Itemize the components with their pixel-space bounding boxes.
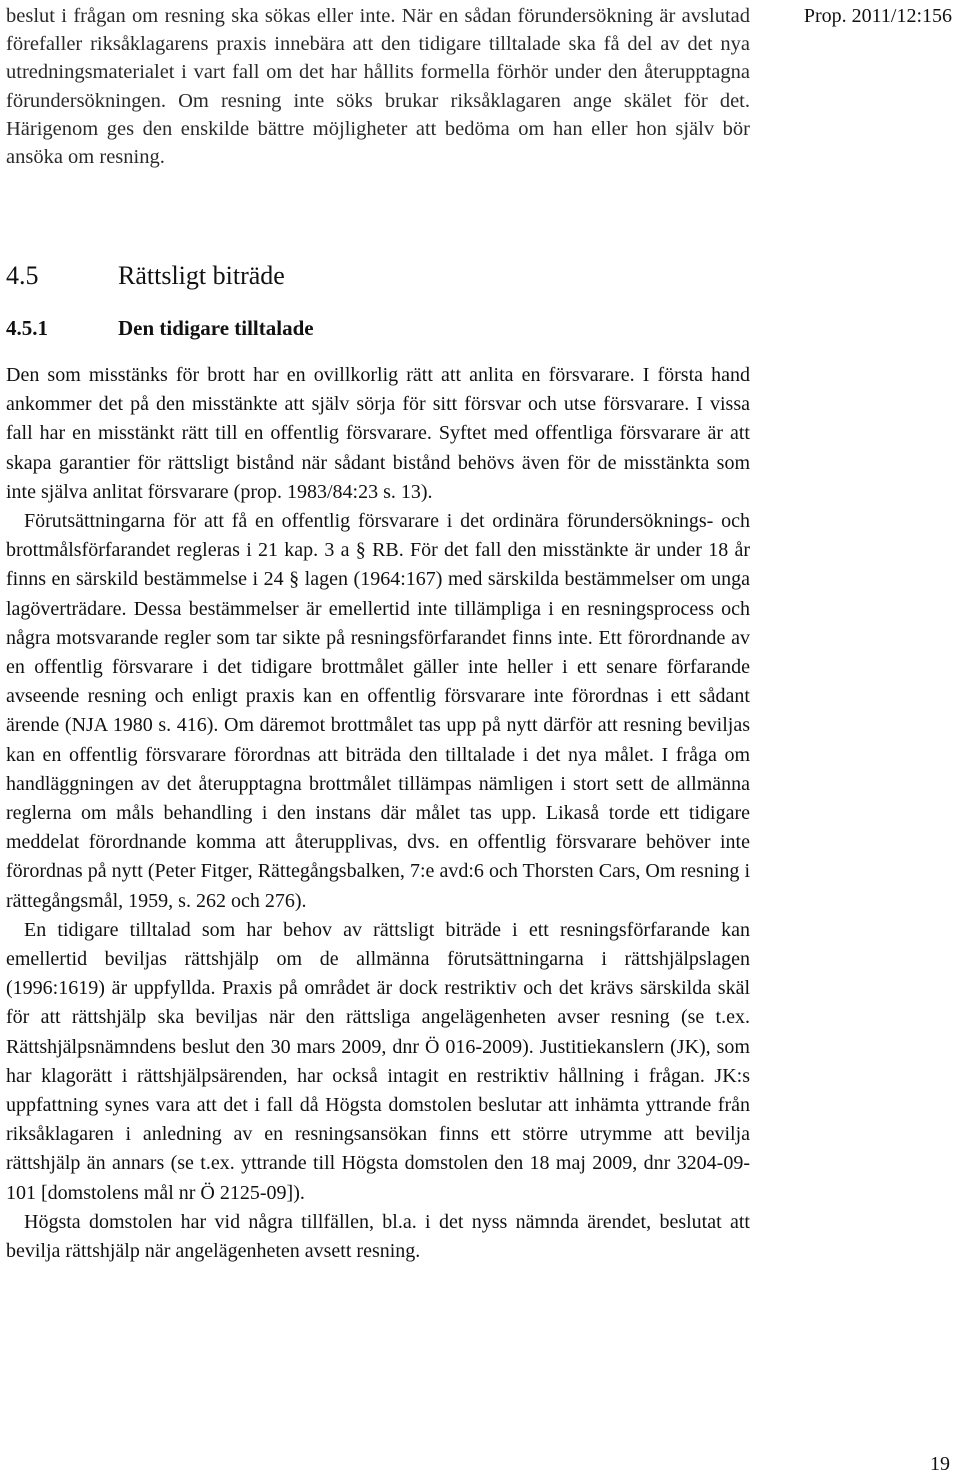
body-paragraph: Den som misstänks för brott har en ovillkorlig rätt att anlita en försvarare. I första hand ankommer det på den misstänkte att själv sörja för sitt försvar och utse försvarare. I vissa fall har en misstänkt rätt till en offentlig försvarare. Syftet med offentliga försvarare är att skapa garantier för rättsligt bistånd när sådant bistånd behövs även för de misstänkta som inte själva anlitat försvarare (prop. 1983/84:23 s. 13). — [6, 364, 750, 503]
section-number: 4.5 — [6, 261, 39, 290]
subsection-title: Den tidigare tilltalade — [118, 316, 314, 340]
subsection-body — [6, 361, 750, 1266]
intro-paragraph: beslut i frågan om resning ska sökas eller inte. När en sådan förundersökning är avslutad förefaller riksåklagarens praxis innebära att den tidigare tilltalade ska få del av det nya utredningsmaterialet i vart fall om det har hållits formella förhör under den återupptagna förundersökningen. Om resning inte söks brukar riksåklagaren ange skälet för det. Härigenom ges den enskilde bättre möjligheter att bedöma om han eller hon själv bör ansöka om resning. — [6, 5, 750, 169]
subsection-number: 4.5.1 — [6, 316, 48, 340]
body-paragraph: Högsta domstolen har vid några tillfällen, bl.a. i det nyss nämnda ärendet, beslutat att bevilja rättshjälp när angelägenheten avsett resning. — [6, 1210, 750, 1263]
section-heading — [6, 260, 285, 292]
proposition-reference: Prop. 2011/12:156 — [803, 5, 952, 27]
page-number: 19 — [930, 1453, 950, 1475]
subsection-heading — [6, 314, 314, 342]
intro-block — [6, 2, 750, 171]
body-paragraph: En tidigare tilltalad som har behov av rättsligt biträde i ett resningsförfarande kan emellertid beviljas rättshjälp om de allmänna förutsättningarna i rättshjälpslagen (1996:1619) är uppfyllda. Praxis på området är dock restriktiv och det krävs särskilda skäl för att rättshjälp ska beviljas när den rättsliga angelägenheten avser resning (se t.ex. Rättshjälpsnämndens beslut den 30 mars 2009, dnr Ö 016-2009). Justitiekanslern (JK), som har klagorätt i rättshjälpsärenden, har också intagit en restriktiv hållning i frågan. JK:s uppfattning synes vara att det i fall då Högsta domstolen beslutar att inhämta yttrande från riksåklagaren i anledning av en resningsansökan finns ett större utrymme att bevilja rättshjälp än annars (se t.ex. yttrande till Högsta domstolen den 18 maj 2009, dnr 3204-09-101 [domstolens mål nr Ö 2125-09]). — [6, 918, 750, 1204]
body-paragraph: Förutsättningarna för att få en offentlig försvarare i det ordinära förundersöknings- och brottmålsförfarandet regleras i 21 kap. 3 a § RB. För det fall den misstänkte är under 18 år finns en särskild bestämmelse i 24 § lagen (1964:167) med särskilda bestämmelser om unga lagöverträdare. Dessa bestämmelser är emellertid inte tillämpliga i en resningsprocess och några motsvarande regler som tar sikte på resningsförfarandet finns inte. Ett förordnande av en offentlig försvarare i det tidigare brottmålet gäller inte heller i ett senare förfarande avseende resning och enligt praxis kan en offentlig försvarare inte förordnas i ett sådant ärende (NJA 1980 s. 416). Om däremot brottmålet tas upp på nytt därför att resning beviljas kan en offentlig försvarare förordnas att biträda den tilltalade i det nya målet. I fråga om handläggningen av det återupptagna brottmålet tillämpas nämligen i stort sett de allmänna reglerna om måls behandling i den instans där målet tas upp. Likaså torde ett tidigare meddelat förordnande komma att återupplivas, dvs. en offentlig försvarare behöver inte förordnas på nytt (Peter Fitger, Rättegångsbalken, 7:e avd:6 och Thorsten Cars, Om resning i rättegångsmål, 1959, s. 262 och 276). — [6, 510, 750, 912]
section-title: Rättsligt biträde — [118, 261, 285, 290]
